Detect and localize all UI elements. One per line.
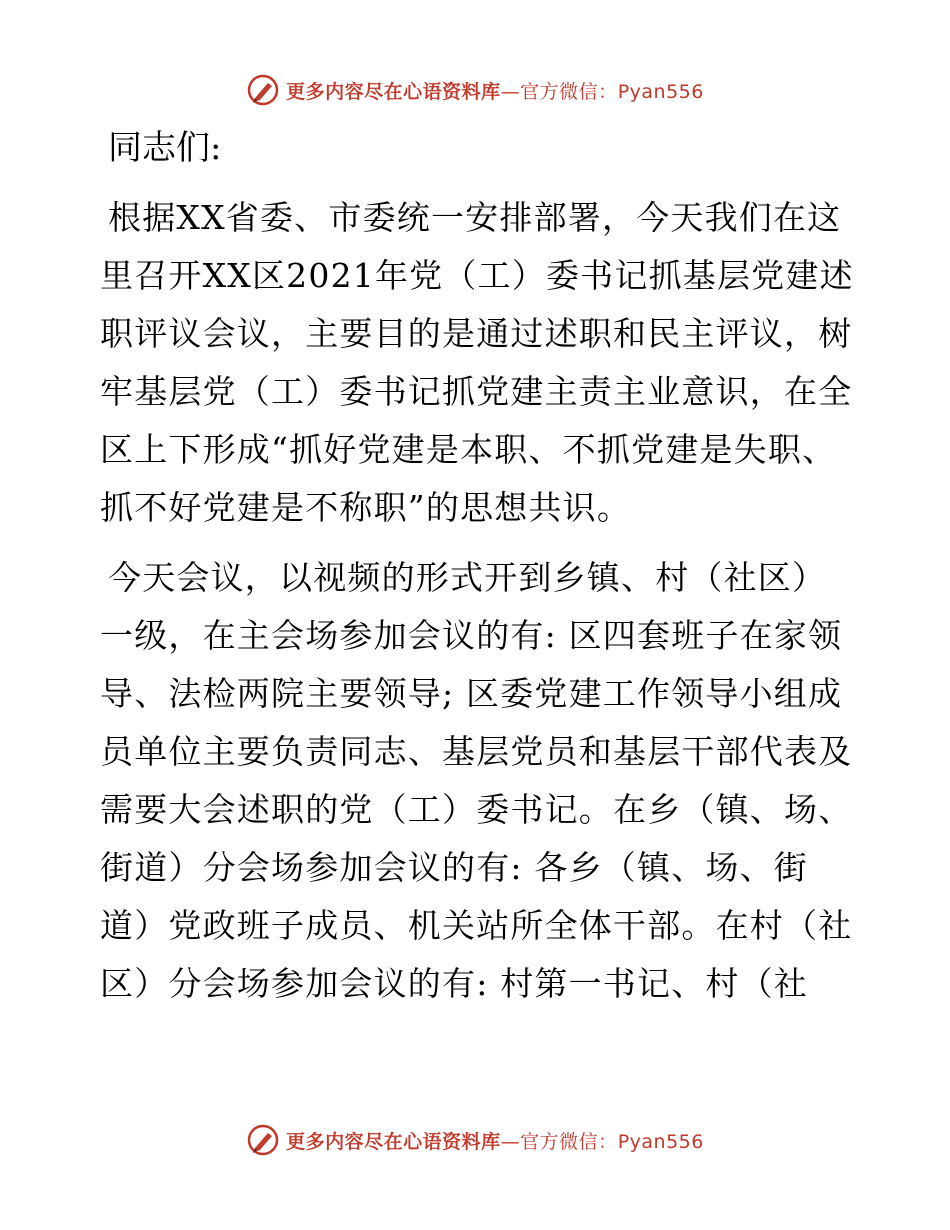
text-line: 员单位主要负责同志、基层党员和基层干部代表及 <box>100 732 853 771</box>
watermark-banner-top <box>0 70 950 110</box>
text-line: 一级，在主会场参加会议的有: 区四套班子在家领 <box>100 616 843 655</box>
text-line: 区上下形成“抓好党建是本职、不抓党建是失职、 <box>100 430 837 469</box>
text-line: 街道）分会场参加会议的有: 各乡（镇、场、街 <box>100 848 809 887</box>
text-line: 需要大会述职的党（工）委书记。在乡（镇、场、 <box>100 790 853 829</box>
watermark-text: 更多内容尽在心语资料库—官方微信：Pyan556 <box>286 1130 704 1153</box>
text-line: 道）党政班子成员、机关站所全体干部。在村（社 <box>100 906 853 945</box>
watermark-banner-bottom <box>0 1120 950 1160</box>
pen-logo-icon <box>246 73 280 107</box>
text-line: 职评议会议，主要目的是通过述职和民主评议，树 <box>100 314 853 353</box>
text-line: 抓不好党建是不称职”的思想共识。 <box>100 488 632 527</box>
pen-logo-icon <box>246 1123 280 1157</box>
paragraph-1 <box>100 189 854 537</box>
text-line: 今天会议，以视频的形式开到乡镇、村（社区） <box>108 558 827 597</box>
document-body <box>100 125 854 1025</box>
watermark-text: 更多内容尽在心语资料库—官方微信：Pyan556 <box>286 80 704 103</box>
text-line: 导、法检两院主要领导; 区委党建工作领导小组成 <box>100 674 843 713</box>
greeting: 同志们: <box>108 128 222 168</box>
text-line: 牢基层党（工）委书记抓党建主责主业意识，在全 <box>100 372 853 411</box>
text-line: 里召开XX区2021年党（工）委书记抓基层党建述 <box>100 256 854 295</box>
text-line: 根据XX省委、市委统一安排部署，今天我们在这 <box>108 198 842 237</box>
text-line: 区）分会场参加会议的有: 村第一书记、村（社 <box>100 964 809 1003</box>
paragraph-2 <box>100 549 853 1013</box>
